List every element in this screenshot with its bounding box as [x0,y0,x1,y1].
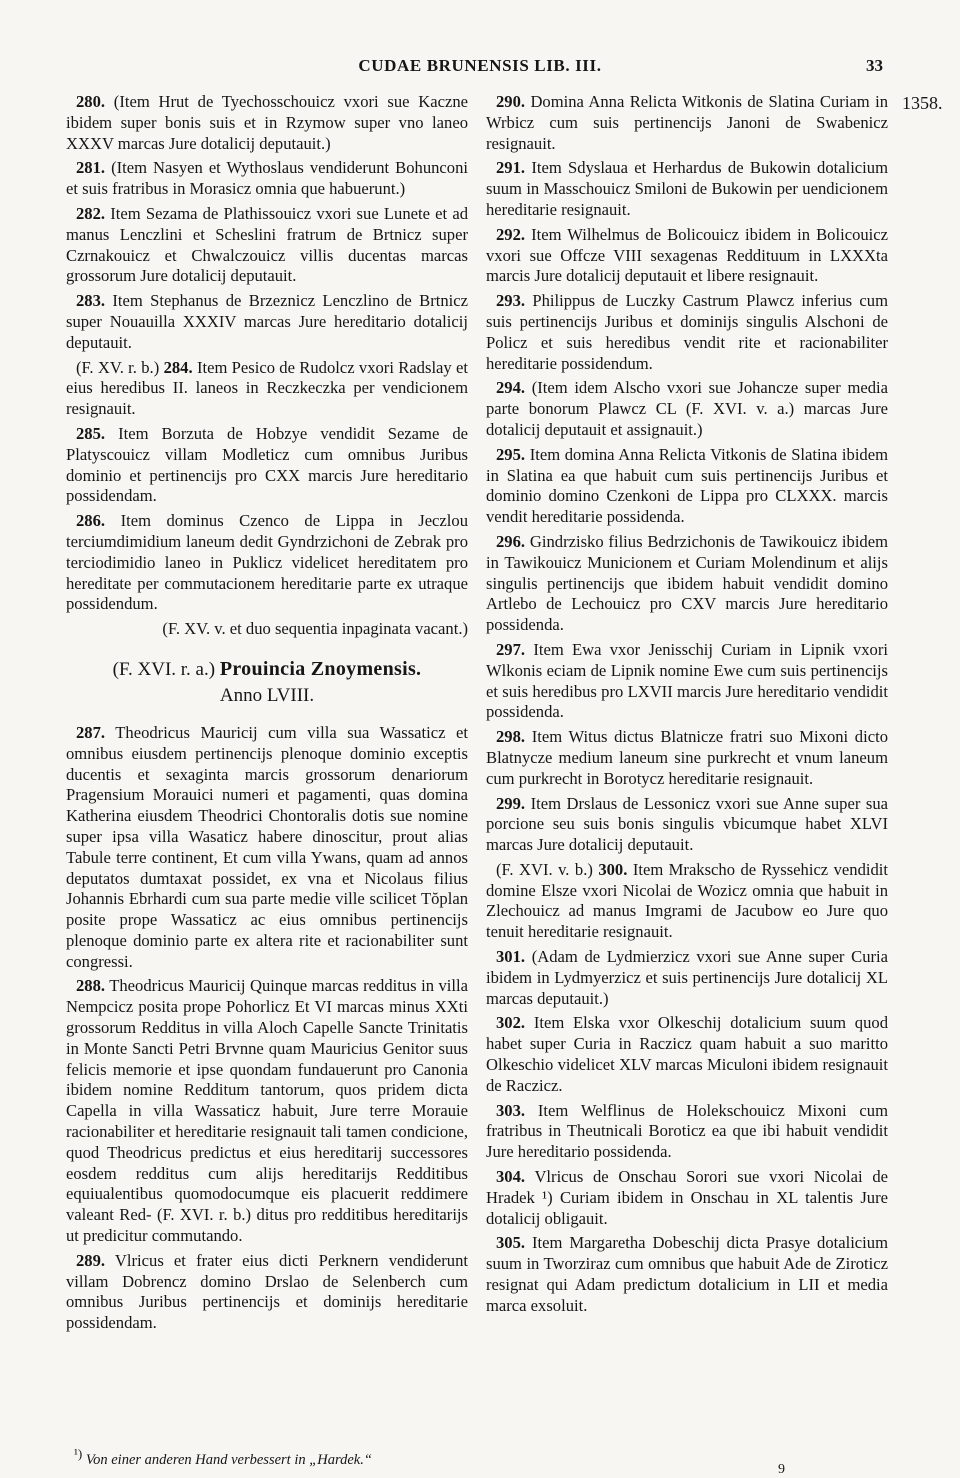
entry-paragraph [486,1101,888,1163]
entry-paragraph [66,723,468,973]
entry-text: Item Wilhelmus de Bolicouicz ibidem in Bolicouicz vxori sue Offcze VIII sexagenas Reddituum in LXXXta marcis Jure dotalicij deputauit et libere resignauit. [486,224,888,286]
entry-text: Theodricus Mauricij Quinque marcas redditus in villa Nempcicz posita prope Pohorlicz Et VI marcas minus XXti grossorum Redditus in villa Aloch Capelle Sancte Trinitatis in Monte Sancti Petri Brvnne quam Mauricius Genitor suus felicis memorie et ipse quondam fundauerunt pro Canonia ibidem nomine Redditum tantorum, quos pridem dicta Capella in villa Wassaticz habuit, Jure terre Morauie racionabiliter et hereditarie resignauit tali tamen condicione, quod Theodricus predictus et eius hereditarij successores eosdem redditus cum alijs hereditarijs Redditibus equiualentibus quomodocumque eis placuerit reddimere valeant Red- (F. XVI. r. b.) ditus pro redditibus hereditarijs ut predicitur commutando. [66,976,468,1246]
entry-paragraph [486,158,888,220]
entry-number: 288. [76,976,106,996]
entry-text: Item Drslaus de Lessonicz vxori sue Anne super sua porcione seu suis bonis singulis vbicumque habet XLVI marcas Jure dotalicij deputauit. [486,793,888,855]
margin-year: 1358. [902,93,943,113]
entry-text: Theodricus Mauricij cum villa sua Wassaticz et omnibus eiusdem pertinencijs plenoque dominio exceptis ducentis et sexaginta marcis grossorum denariorum Pragensium Morauici numeri et pagamenti, quas domina Katherina eiusdem Theodrici Chontoralis dotis sue nomine super ipsa villa Wasaticz habere dinoscitur, prout alias Tabule terre continent, Et cum villa Ywans, quam ad annos deputatos dumtaxat possidet, ex vna et Nicolaus filius Johannis Ebrhardi cum sua parte medie ville scilicet Tŏplan posite prope Wassaticz ac eius omnibus pertinencijs plenoque dominio parte ex altera rite et racionabiliter sunt congressi. [66,722,468,971]
entry-text: Item Pesico de Rudolcz vxori Radslay et eius heredibus II. laneos in Reczkeczka per vendicionem resignauit. [66,357,469,419]
entry-paragraph [66,158,468,200]
running-header: CUDAE BRUNENSIS LIB. III. [358,56,602,75]
entry-paragraph [486,1233,888,1316]
entry-paragraph [486,947,888,1009]
entry-text: Item Elska vxor Olkeschij dotalicium suum quod habet super Curia in Raczicz quam habuit a suo maritto Olkeschio videlicet XLV marcas Miculoni ibidem resignauit de Raczicz. [486,1013,888,1095]
entry-number: 283. [76,291,106,311]
entry-paragraph [66,92,468,154]
entry-number: 285. [76,423,106,443]
entry-paragraph [66,204,468,287]
entry-paragraph [486,92,888,154]
entry-number: 296. [496,531,526,551]
entry-text: Vlricus de Onschau Sorori sue vxori Nicolai de Hradek ¹) Curiam ibidem in Onschau in XL talentis Jure dotalicij obligauit. [486,1167,889,1228]
page-number: 33 [866,56,883,75]
entry-number: 305. [496,1233,526,1253]
entry-text: (Item Nasyen et Wythoslaus vendiderunt Bohunconi et suis fratribus in Morasicz omnia que habuerunt.) [66,158,468,199]
entry-paragraph [486,727,888,789]
section-heading-line [66,656,468,683]
entry-paragraph [486,794,888,856]
entry-paragraph [486,860,888,943]
entry-text: Item dominus Czenco de Lippa in Jeczlou terciumdimidium laneum dedit Gyndrzichoni de Zebrak pro terciodimidio laneo in Puklicz videlicet hereditatem pro hereditate per commutacionem hereditarie parte ex utraque possidendum. [66,511,468,614]
entry-text: (Adam de Lydmierzicz vxori sue Anne super Curia ibidem in Lydmyerzicz et suis pertinencijs Jure dotalicij XL marcas deputauit.) [486,947,888,1008]
entry-paragraph [66,511,468,615]
entry-number: 295. [496,444,526,464]
entry-number: 286. [76,511,106,531]
entry-paragraph [66,976,468,1246]
entry-text: Item Borzuta de Hobzye vendidit Sezame de Platyscouicz villam Modleticz cum omnibus Juribus dominio et pertinencijs pro CXX marcis Jure hereditario possidendam. [66,423,468,506]
entry-text: Item Sezama de Plathissouicz vxori sue Lunete et ad manus Lenczlini et Scheslini fratrum de Brtnicz super Czrnakouicz et Chwalczouicz villis ducentas marcas grossorum Jure dotalicij deputauit. [66,203,469,286]
folio-note: (F. XV. v. et duo sequentia inpaginata vacant.) [162,619,468,639]
entry-number: 300. [598,859,628,879]
entry-text: Item Witus dictus Blatnicze fratri suo Mixoni dicto Blatnycze medium laneum sine purkrecht et vnum laneum cum purkrecht in Borotycz hereditarie resignauit. [486,727,888,788]
entry-text: Gindrzisko filius Bedrzichonis de Tawikouicz ibidem in Tawikouicz Municionem et Curiam Molendinum et alijs singulis pertinencijs que ibidem habuit vendidit domino Artlebo de Lechouicz pro CXV marcis Jure hereditario possidenda. [486,531,888,635]
entry-text: Philippus de Luczky Castrum Plawcz inferius cum suis pertinencijs Juribus et dominijs singulis Alschoni de Policz et suis heredibus vendit rite et racionabiliter hereditarie possidendum. [486,291,889,373]
left-entries-2 [66,723,468,1334]
right-entries [486,92,888,1317]
entry-number: 299. [496,793,526,813]
section-folio: (F. XVI. r. a.) [112,658,216,680]
entry-paragraph [486,1013,888,1096]
footnote-mark: ¹) [74,1446,83,1461]
entry-text: Item Ewa vxor Jenisschij Curiam in Lipnik vxori Wlkonis eciam de Lipnik nomine Ewe cum suis pertinencijs et suis heredibus pro LXVII marcis Jure hereditario vendidit possidenda. [486,639,888,722]
entry-number: 297. [496,639,526,659]
entry-text: Item Sdyslaua et Herhardus de Bukowin dotalicium suum in Masschouicz Smiloni de Bukowin per uendicionem hereditarie resignauit. [486,158,888,219]
entry-text: (Item Hrut de Tyechosschouicz vxori sue Kaczne ibidem super bonis suis et in Rzymow super vno laneo XXXV marcas Jure dotalicij deputauit.) [66,92,468,153]
entry-paragraph [486,378,888,440]
entry-number: 298. [496,727,526,747]
entry-number: 303. [496,1100,526,1120]
entry-number: 301. [496,947,526,967]
entry-number: 280. [76,92,106,111]
section-title: Prouincia Znoymensis. [219,657,422,680]
entry-number: 291. [496,158,526,178]
entry-text: Item Margaretha Dobeschij dicta Prasye dotalicium suum in Tworziraz cum omnibus que habuit Ade de Ziroticz resignat qui Adam predictum dotalicium in LII et media marca exsoluit. [486,1233,888,1315]
entry-paragraph [486,225,888,287]
entry-number: 282. [76,203,106,223]
entry-number: 302. [496,1013,526,1033]
right-column [486,92,888,1321]
entry-number: 293. [496,291,526,311]
entry-number: 289. [76,1250,106,1270]
entry-folio-ref: (F. XVI. v. b.) [496,859,599,879]
entry-number: 281. [76,158,106,178]
entry-number: 287. [76,722,106,742]
footnote-text: Von einer anderen Hand verbessert in „Hardek.“ [85,1451,372,1468]
entry-paragraph [66,424,468,507]
footnote [74,1446,372,1469]
entry-paragraph [486,640,888,723]
entry-folio-ref: (F. XV. r. b.) [76,357,164,377]
entry-number: 292. [496,224,526,244]
entry-paragraph [66,358,468,420]
entry-number: 290. [496,92,526,111]
left-entries [66,92,468,615]
entry-paragraph [486,1167,888,1229]
entry-text: Item Welflinus de Holekschouicz Mixoni cum fratribus in Theutnicali Boroticz ea que ibi habuit vendidit Jure hereditario possidenda. [486,1100,888,1162]
entry-text: Item domina Anna Relicta Vitkonis de Slatina ibidem in Slatina ea que habuit cum suis pertinencijs Juribus et dominio domino Czenkoni de Lippa pro CLXXX. marcis vendit hereditarie possidenda. [486,444,888,527]
entry-number: 294. [496,378,526,398]
signature-mark: 9 [778,1462,785,1477]
entry-paragraph [66,1251,468,1334]
entry-text: Item Stephanus de Brzeznicz Lenczlino de Brtnicz super Nouauilla XXXIV marcas Jure hereditario dotalicij deputauit. [66,291,468,352]
entry-paragraph [66,291,468,353]
entry-number: 284. [163,357,193,377]
entry-paragraph [486,532,888,636]
section-heading [66,656,468,709]
entry-text: Domina Anna Relicta Witkonis de Slatina Curiam in Wrbicz cum suis pertinencijs Janoni de Swabenicz resignauit. [486,92,889,153]
entry-paragraph [486,445,888,528]
section-year: Anno LVIII. [219,684,315,706]
entry-number: 304. [496,1167,526,1187]
entry-text: Vlricus et frater eius dicti Perknern vendiderunt villam Dobrencz domino Drslao de Selenberch cum omnibus Juribus pertinencijs et dominijs hereditarie possidendam. [66,1250,469,1333]
entry-text: (Item idem Alscho vxori sue Johancze super media parte bonorum Plawcz CL (F. XVI. v. a.) marcas Jure dotalicij deputauit et assignauit.) [486,378,888,439]
left-column [66,92,468,1338]
entry-text: Item Mrakscho de Ryssehicz vendidit domine Elsze vxori Nicolai de Wozicz omnia que habuit in Zlechouicz ad manus Imgrami de Jacubow eo Jure quo tenuit hereditarie resignauit. [486,859,888,942]
entry-paragraph [486,291,888,374]
